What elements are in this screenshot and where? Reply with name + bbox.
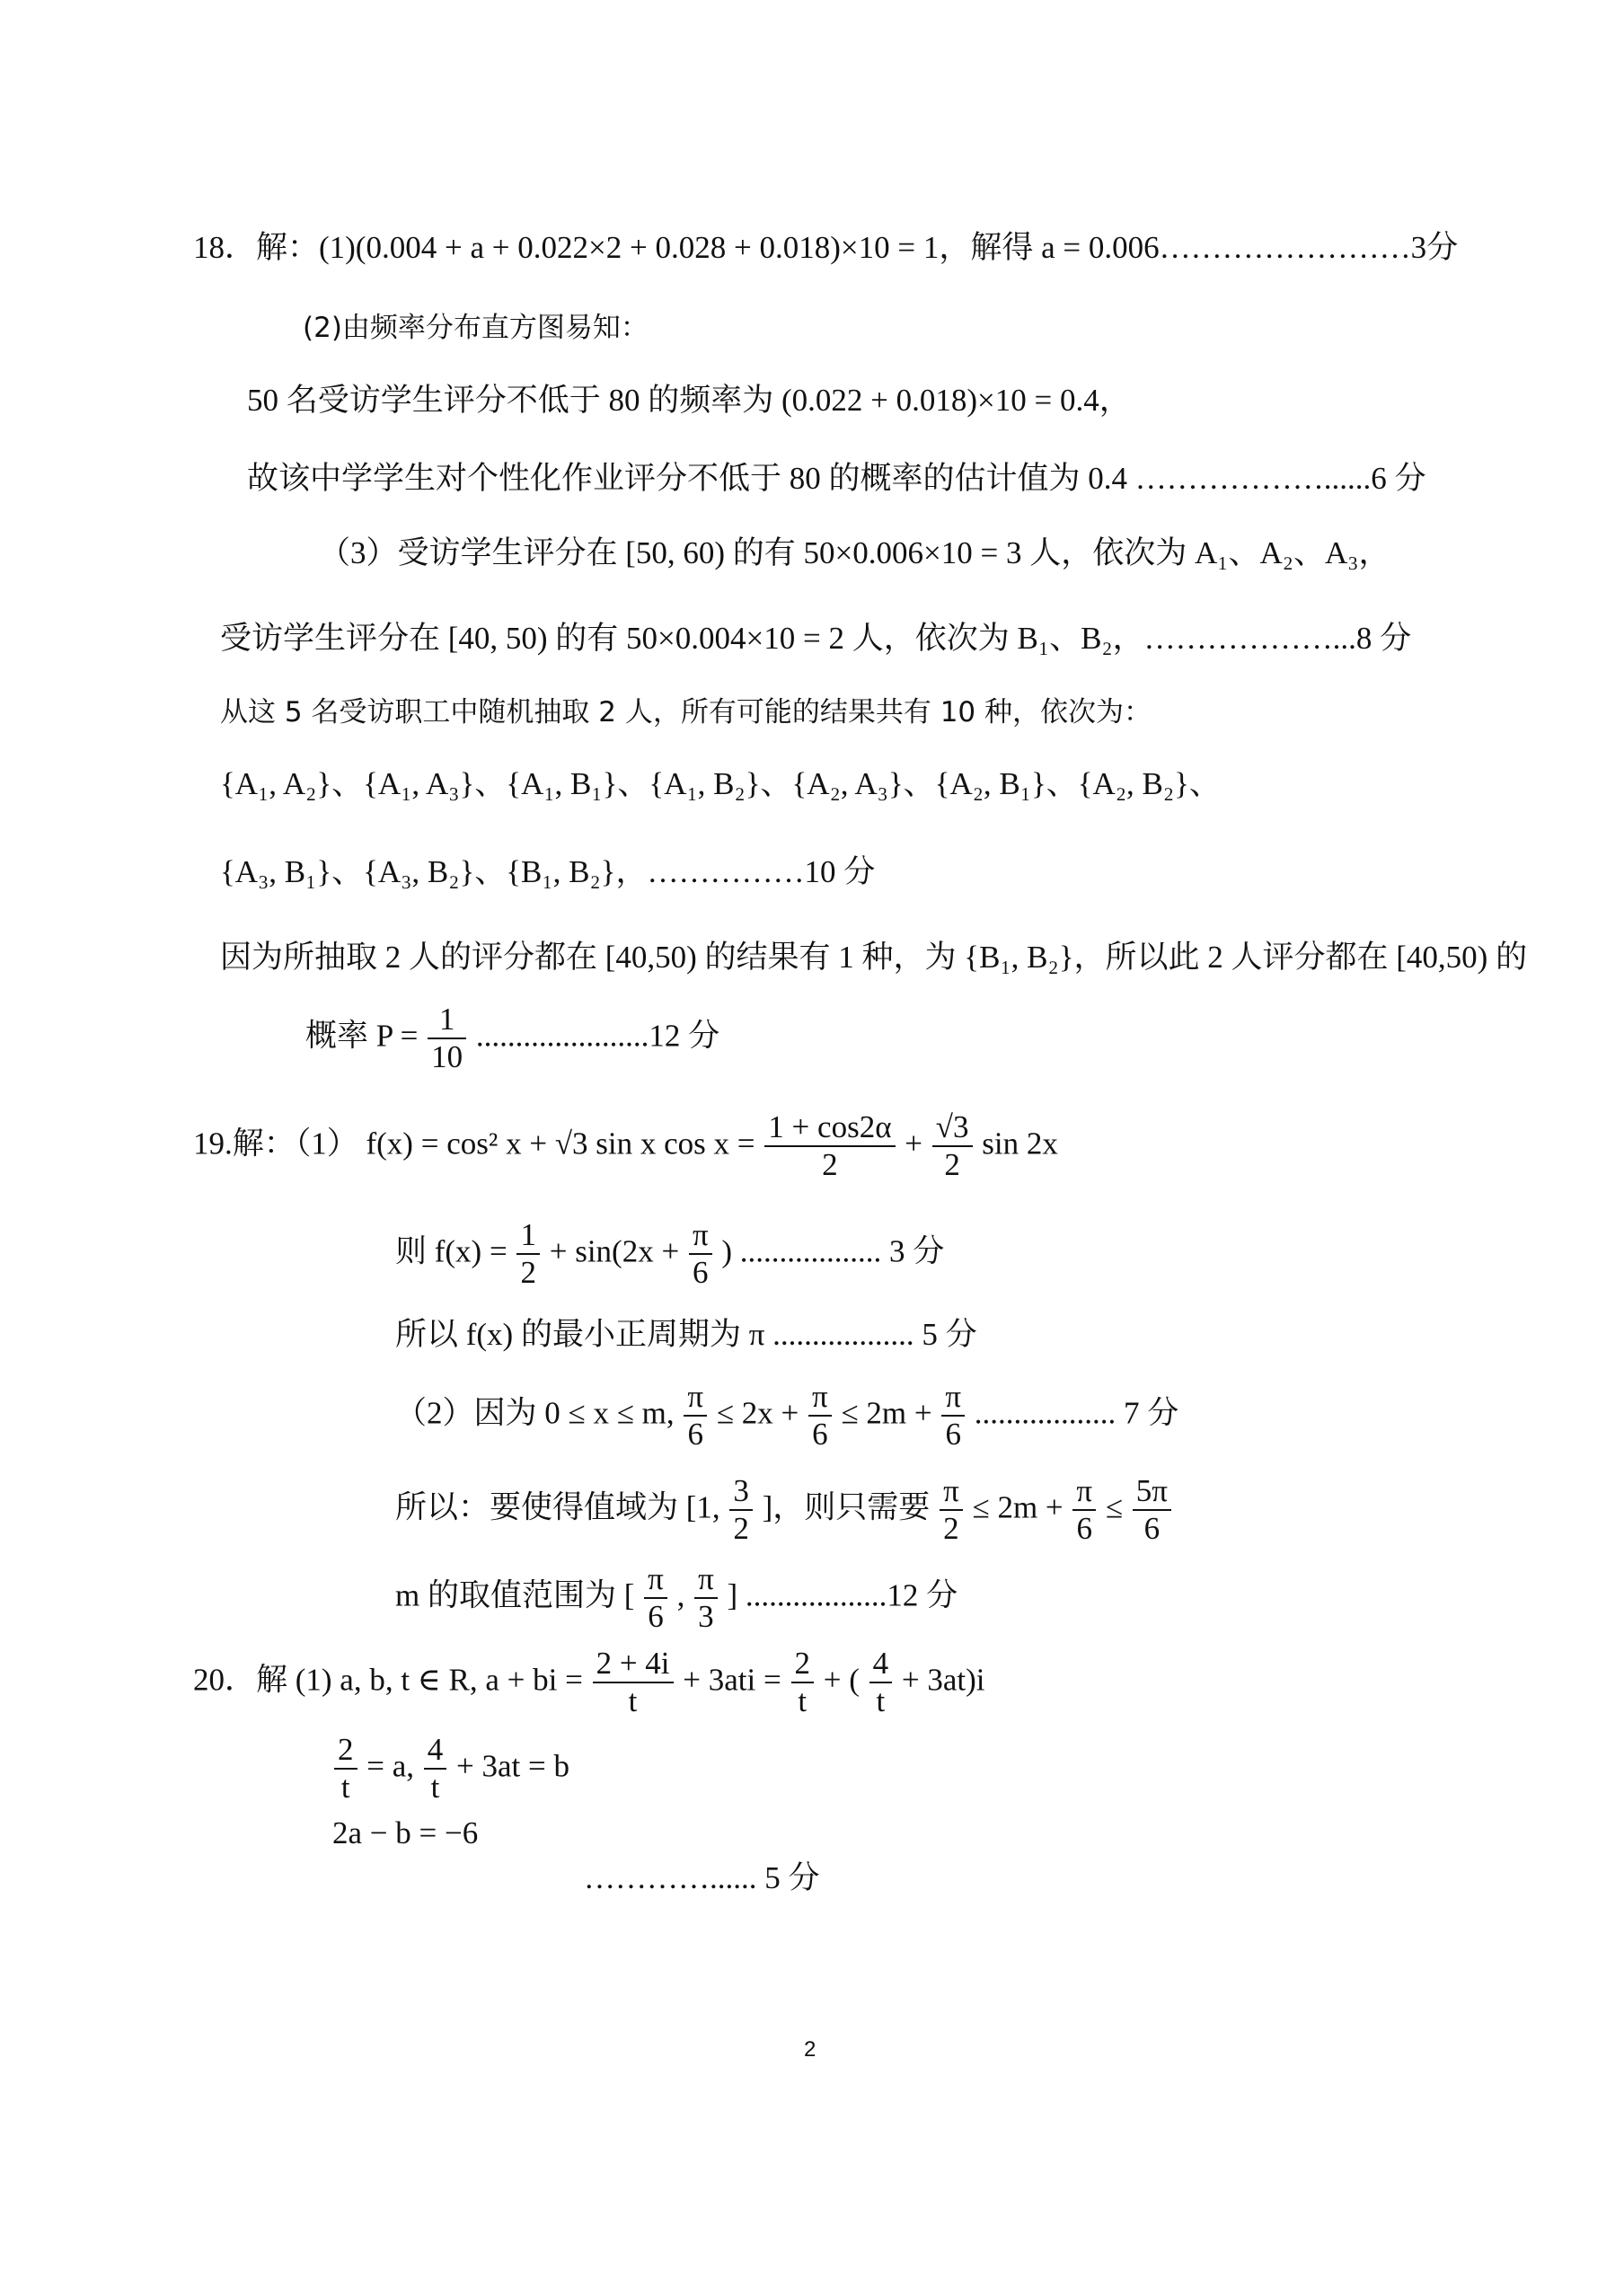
fraction bbox=[516, 1217, 540, 1292]
denominator: t bbox=[340, 1770, 350, 1806]
denominator: 6 bbox=[1143, 1511, 1161, 1547]
q19-line-3: 所以 f(x) 的最小正周期为 π .................. 5 分 bbox=[395, 1317, 977, 1352]
q19-line-4 bbox=[395, 1379, 1178, 1453]
fraction bbox=[940, 1473, 963, 1548]
q19-l5-mid2: ≤ 2m + bbox=[972, 1489, 1064, 1525]
q19-line-1 bbox=[193, 1109, 1058, 1184]
q18-line-1: 18．解：(1)(0.004 + a + 0.022×2 + 0.028 + 0.018)×10 = 1，解得 a = 0.006……………………3分 bbox=[193, 230, 1459, 265]
q19-l6-pre: m 的取值范围为 [ bbox=[395, 1577, 635, 1613]
fraction bbox=[791, 1646, 815, 1720]
fraction bbox=[808, 1379, 832, 1453]
q20-l2-mid: = a, bbox=[366, 1748, 415, 1784]
fraction bbox=[428, 1002, 466, 1076]
denominator: 2 bbox=[944, 1147, 960, 1183]
q18-l11-post: ......................12 分 bbox=[475, 1018, 720, 1054]
q18-line-9: {A₃, B₁}、{A₃, B₂}、{B₁, B₂}，……………10 分 bbox=[220, 854, 876, 889]
fraction bbox=[689, 1217, 712, 1292]
denominator: 10 bbox=[431, 1039, 463, 1075]
numerator: π bbox=[644, 1561, 667, 1599]
fraction bbox=[869, 1646, 893, 1720]
fraction bbox=[1072, 1473, 1096, 1548]
q18-line-10: 因为所抽取 2 人的评分都在 [40,50) 的结果有 1 种，为 {B₁, B₂}，所以此 2 人评分都在 [40,50) 的 bbox=[220, 940, 1528, 975]
numerator: π bbox=[940, 1473, 963, 1511]
numerator: π bbox=[941, 1379, 965, 1417]
denominator: 6 bbox=[1076, 1511, 1092, 1547]
q18-line-8: {A₁, A₂}、{A₁, A₃}、{A₁, B₁}、{A₁, B₂}、{A₂, A₃}、{A₂, B₁}、{A₂, B₂}、 bbox=[220, 766, 1221, 801]
numerator: 1 + cos2α bbox=[764, 1109, 895, 1147]
denominator: t bbox=[798, 1683, 808, 1719]
q19-line-5 bbox=[395, 1473, 1173, 1548]
fraction bbox=[334, 1732, 357, 1806]
q20-l1-mid2: + ( bbox=[823, 1662, 860, 1698]
numerator: 4 bbox=[869, 1646, 893, 1683]
denominator: 6 bbox=[648, 1599, 664, 1635]
q18-line-11 bbox=[305, 1002, 719, 1076]
q20-l1-mid1: + 3ati = bbox=[683, 1662, 781, 1698]
q19-l5-mid1: ]，则只需要 bbox=[762, 1489, 931, 1525]
numerator: 2 bbox=[791, 1646, 815, 1683]
numerator: 1 bbox=[516, 1217, 540, 1255]
denominator: 2 bbox=[733, 1511, 749, 1547]
q19-l4-post: .................. 7 分 bbox=[974, 1395, 1179, 1431]
denominator: t bbox=[628, 1683, 638, 1719]
fraction bbox=[932, 1109, 973, 1184]
q19-l1-post: sin 2x bbox=[982, 1126, 1058, 1161]
q20-l1-pre: 20．解 (1) a, b, t ∈ R, a + bi = bbox=[193, 1662, 583, 1698]
plus-sign: + bbox=[905, 1126, 923, 1161]
q19-l4-pre: （2）因为 0 ≤ x ≤ m, bbox=[395, 1395, 675, 1431]
denominator: 6 bbox=[693, 1255, 709, 1291]
q19-l6-post: ] ..................12 分 bbox=[727, 1577, 958, 1613]
numerator: 1 bbox=[428, 1002, 466, 1039]
q19-line-2 bbox=[395, 1217, 944, 1292]
denominator: t bbox=[876, 1683, 886, 1719]
numerator: √3 bbox=[932, 1109, 973, 1147]
fraction bbox=[1133, 1473, 1171, 1548]
q18-line-5: （3）受访学生评分在 [50, 60) 的有 50×0.006×10 = 3 人，依次为 A₁、A₂、A₃， bbox=[319, 535, 1390, 570]
q18-line-3: 50 名受访学生评分不低于 80 的频率为 (0.022 + 0.018)×10 = 0.4， bbox=[247, 383, 1131, 418]
q19-l2-mid: + sin(2x + bbox=[549, 1233, 680, 1269]
q19-l5-pre: 所以：要使得值域为 [1, bbox=[395, 1489, 720, 1525]
denominator: 6 bbox=[945, 1417, 961, 1453]
fraction bbox=[593, 1646, 674, 1720]
numerator: 4 bbox=[424, 1732, 447, 1770]
q19-l2-pre: 则 f(x) = bbox=[395, 1233, 508, 1269]
numerator: π bbox=[808, 1379, 832, 1417]
q18-line-6: 受访学生评分在 [40, 50) 的有 50×0.004×10 = 2 人，依次为 B₁、B₂，………………...8 分 bbox=[220, 621, 1412, 656]
q19-line-6 bbox=[395, 1561, 958, 1636]
denominator: 6 bbox=[812, 1417, 828, 1453]
q19-l5-mid3: ≤ bbox=[1105, 1489, 1124, 1525]
q20-line-1 bbox=[193, 1646, 985, 1720]
q19-l2-post: ) .................. 3 分 bbox=[721, 1233, 945, 1269]
denominator: 6 bbox=[687, 1417, 703, 1453]
q19-l4-mid2: ≤ 2m + bbox=[841, 1395, 932, 1431]
fraction bbox=[694, 1561, 718, 1636]
q20-line-4: …………...... 5 分 bbox=[584, 1860, 820, 1895]
q20-line-3: 2a − b = −6 bbox=[332, 1815, 479, 1850]
numerator: π bbox=[1072, 1473, 1096, 1511]
numerator: π bbox=[694, 1561, 718, 1599]
numerator: 2 bbox=[334, 1732, 357, 1770]
q20-l1-post: + 3at)i bbox=[901, 1662, 985, 1698]
denominator: 2 bbox=[943, 1511, 959, 1547]
q20-l2-post: + 3at = b bbox=[456, 1748, 570, 1784]
denominator: 2 bbox=[520, 1255, 536, 1291]
q19-l1-pre: 19.解：（1） f(x) = cos² x + √3 sin x cos x = bbox=[193, 1126, 755, 1161]
q18-line-2: (2)由频率分布直方图易知： bbox=[303, 312, 649, 344]
numerator: π bbox=[684, 1379, 707, 1417]
q18-l11-pre: 概率 P = bbox=[305, 1018, 419, 1054]
fraction bbox=[764, 1109, 895, 1184]
q18-line-4: 故该中学学生对个性化作业评分不低于 80 的概率的估计值为 0.4 ………………......6 分 bbox=[247, 461, 1426, 496]
q20-line-2 bbox=[332, 1732, 569, 1806]
denominator: 3 bbox=[698, 1599, 714, 1635]
page-number: 2 bbox=[804, 2037, 816, 2062]
numerator: π bbox=[689, 1217, 712, 1255]
q19-l4-mid1: ≤ 2x + bbox=[716, 1395, 799, 1431]
fraction bbox=[644, 1561, 667, 1636]
q19-l6-mid: , bbox=[676, 1577, 685, 1613]
numerator: 3 bbox=[729, 1473, 753, 1511]
q18-line-7: 从这 5 名受访职工中随机抽取 2 人，所有可能的结果共有 10 种，依次为： bbox=[220, 696, 1152, 729]
denominator: 2 bbox=[822, 1147, 838, 1183]
fraction bbox=[729, 1473, 753, 1548]
fraction bbox=[941, 1379, 965, 1453]
fraction bbox=[424, 1732, 447, 1806]
numerator: 5π bbox=[1133, 1473, 1171, 1511]
numerator: 2 + 4i bbox=[593, 1646, 674, 1683]
denominator: t bbox=[430, 1770, 440, 1806]
fraction bbox=[684, 1379, 707, 1453]
